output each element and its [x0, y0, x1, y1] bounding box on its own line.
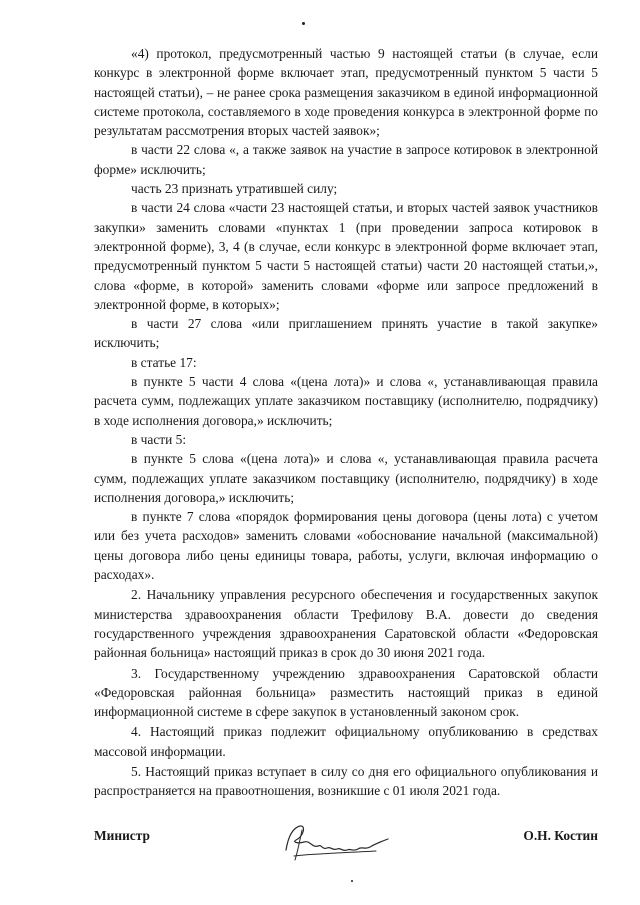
- paragraph: 3. Государственному учреждению здравоохранения Саратовской области «Федоровская районная больница» разместить настоящий приказ в единой информационной системе в сфере закупок в установленный законом срок.: [94, 665, 598, 720]
- paragraph: в части 5:: [131, 431, 187, 447]
- signatory-title: Министр: [94, 828, 150, 843]
- paragraph: 2. Начальнику управления ресурсного обеспечения и государственных закупок министерства здравоохранения области Трефилову В.А. довести до сведения государственного учреждения здравоохранения Саратовской области «Федоровская районная больница» настоящий приказ в срок до 30 июня 2021 года.: [94, 587, 598, 661]
- paragraph: в части 27 слова «или приглашением принять участие в такой закупке» исключить;: [94, 316, 598, 351]
- paragraph: в пункте 7 слова «порядок формирования цены договора (цены лота) с учетом или без учета расходов» заменить словами «обоснование начальной (максимальной) цены договора либо цены единицы товара, работы, услуги, включая информацию о расходах».: [94, 509, 598, 583]
- paragraph: в части 22 слова «, а также заявок на участие в запросе котировок в электронной форме» исключить;: [94, 142, 598, 177]
- page-mark-bottom: [351, 880, 353, 882]
- document-body: [94, 44, 598, 801]
- paragraph: в части 24 слова «части 23 настоящей статьи, и вторых частей заявок участников закупки» заменить словами «пунктах 1 (при проведении запроса котировок в электронной форме), 3, 4 (в случае, если конкурс в электронной форме включает этап, предусмотренный пунктом 5 части 5 настоящей статьи) части 20 настоящей статьи,», слова «форме, в которой» заменить словами «форме или запросе предложений в электронной форме, в которых»;: [94, 200, 598, 312]
- paragraph: в статье 17:: [131, 354, 197, 370]
- signature-block: [94, 820, 598, 870]
- paragraph: 4. Настоящий приказ подлежит официальному опубликованию в средствах массовой информации.: [94, 724, 598, 759]
- signatory-name: О.Н. Костин: [523, 828, 598, 843]
- page-mark-top: [302, 22, 305, 25]
- paragraph: в пункте 5 слова «(цена лота)» и слова «, устанавливающая правила расчета сумм, подлежащих уплате заказчиком поставщику (исполнителю, подрядчику) в ходе исполнения договора,» исключить;: [94, 451, 598, 505]
- paragraph: 5. Настоящий приказ вступает в силу со дня его официального опубликования и распространяется на правоотношения, возникшие с 01 июля 2021 года.: [94, 763, 598, 799]
- handwritten-signature-icon: [280, 820, 398, 864]
- paragraph: часть 23 признать утратившей силу;: [131, 181, 338, 197]
- paragraph: «4) протокол, предусмотренный частью 9 настоящей статьи (в случае, если конкурс в электронной форме включает этап, предусмотренный пунктом 5 части 5 настоящей статьи), – не ранее срока размещения заказчиком в единой информационной системе протокола, составляемого в ходе проведения конкурса в электронной форме по результатам рассмотрения вторых частей заявок»;: [94, 46, 598, 139]
- paragraph: в пункте 5 части 4 слова «(цена лота)» и слова «, устанавливающая правила расчета сумм, подлежащих уплате заказчиком поставщику (исполнителю, подрядчику) в ходе исполнения договора,» исключить;: [94, 374, 598, 428]
